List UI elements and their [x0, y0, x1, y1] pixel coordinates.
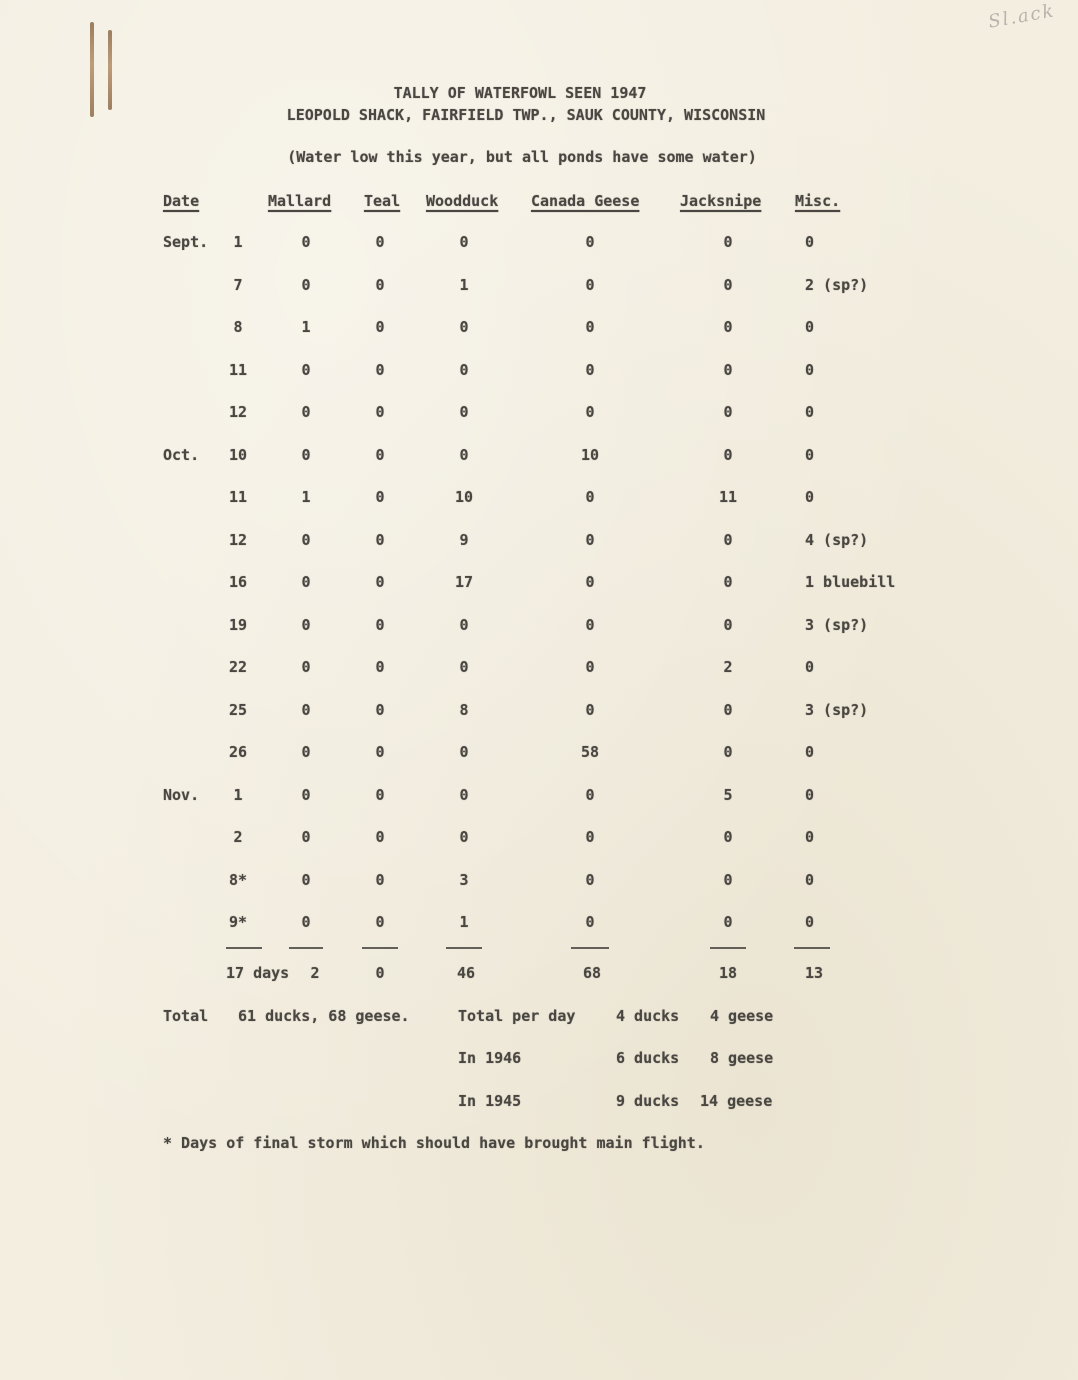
totals-teal: 0: [375, 964, 385, 982]
cell-mallard: 0: [301, 233, 311, 251]
subtitle-note: (Water low this year, but all ponds have some water): [287, 148, 757, 166]
cell-jacksnipe: 0: [723, 828, 733, 846]
row-day: 11: [228, 488, 248, 506]
row-day: 1: [233, 233, 243, 251]
cell-woodduck: 0: [459, 616, 469, 634]
cell-teal: 0: [375, 361, 385, 379]
cell-canada-geese: 0: [585, 828, 595, 846]
cell-canada-geese: 0: [585, 531, 595, 549]
per-day-label: Total per day: [458, 1007, 576, 1025]
cell-canada-geese: 0: [585, 233, 595, 251]
totals-mallard: 2: [310, 964, 320, 982]
cell-jacksnipe: 11: [718, 488, 738, 506]
cell-misc: 0: [805, 828, 815, 846]
year-1946-ducks: 6 ducks: [616, 1049, 680, 1067]
cell-mallard: 0: [301, 403, 311, 421]
total-label: Total: [163, 1007, 209, 1025]
row-day: 25: [228, 701, 248, 719]
cell-canada-geese: 0: [585, 488, 595, 506]
cell-misc: 0: [805, 488, 815, 506]
header-canada-geese: Canada Geese: [531, 192, 640, 210]
cell-woodduck: 0: [459, 828, 469, 846]
cell-woodduck: 0: [459, 743, 469, 761]
cell-teal: 0: [375, 871, 385, 889]
cell-mallard: 1: [301, 318, 311, 336]
cell-misc: 0: [805, 318, 815, 336]
row-day: 2: [233, 828, 243, 846]
cell-teal: 0: [375, 913, 385, 931]
cell-mallard: 0: [301, 531, 311, 549]
cell-jacksnipe: 0: [723, 276, 733, 294]
totals-days: 17 days: [226, 964, 290, 982]
cell-woodduck: 0: [459, 233, 469, 251]
header-misc: Misc.: [795, 192, 841, 210]
cell-misc: 0: [805, 658, 815, 676]
row-day: 16: [228, 573, 248, 591]
cell-canada-geese: 0: [585, 871, 595, 889]
cell-jacksnipe: 0: [723, 403, 733, 421]
cell-canada-geese: 0: [585, 318, 595, 336]
cell-woodduck: 1: [459, 276, 469, 294]
cell-canada-geese: 0: [585, 913, 595, 931]
per-day-ducks: 4 ducks: [616, 1007, 680, 1025]
cell-teal: 0: [375, 276, 385, 294]
cell-woodduck: 3: [459, 871, 469, 889]
header-teal: Teal: [364, 192, 401, 210]
corner-pencil-note: Sl.ack: [987, 0, 1058, 33]
cell-woodduck: 1: [459, 913, 469, 931]
cell-misc: 0: [805, 786, 815, 804]
cell-jacksnipe: 0: [723, 913, 733, 931]
row-day: 19: [228, 616, 248, 634]
total-rule: [362, 947, 398, 949]
row-day: 7: [233, 276, 243, 294]
cell-teal: 0: [375, 488, 385, 506]
cell-canada-geese: 58: [580, 743, 600, 761]
cell-jacksnipe: 0: [723, 446, 733, 464]
total-rule: [446, 947, 482, 949]
cell-mallard: 0: [301, 573, 311, 591]
cell-mallard: 0: [301, 786, 311, 804]
cell-mallard: 0: [301, 871, 311, 889]
header-date: Date: [163, 192, 200, 210]
cell-canada-geese: 0: [585, 616, 595, 634]
totals-canada-geese: 68: [582, 964, 602, 982]
cell-misc: 2 (sp?): [805, 276, 869, 294]
year-1945-label: In 1945: [458, 1092, 522, 1110]
cell-woodduck: 0: [459, 446, 469, 464]
cell-mallard: 0: [301, 446, 311, 464]
total-rule: [571, 947, 609, 949]
totals-woodduck: 46: [456, 964, 476, 982]
row-day: 8: [233, 318, 243, 336]
cell-mallard: 0: [301, 743, 311, 761]
cell-misc: 0: [805, 361, 815, 379]
cell-jacksnipe: 0: [723, 701, 733, 719]
row-day: 1: [233, 786, 243, 804]
cell-misc: 3 (sp?): [805, 701, 869, 719]
row-month: Oct.: [163, 446, 200, 464]
cell-mallard: 0: [301, 913, 311, 931]
cell-woodduck: 17: [454, 573, 474, 591]
cell-woodduck: 10: [454, 488, 474, 506]
header-jacksnipe: Jacksnipe: [680, 192, 762, 210]
row-day: 8*: [228, 871, 248, 889]
cell-misc: 0: [805, 871, 815, 889]
cell-jacksnipe: 0: [723, 233, 733, 251]
cell-canada-geese: 0: [585, 403, 595, 421]
cell-jacksnipe: 0: [723, 573, 733, 591]
cell-woodduck: 8: [459, 701, 469, 719]
cell-teal: 0: [375, 531, 385, 549]
cell-mallard: 1: [301, 488, 311, 506]
row-day: 22: [228, 658, 248, 676]
cell-canada-geese: 0: [585, 786, 595, 804]
cell-jacksnipe: 0: [723, 616, 733, 634]
cell-misc: 4 (sp?): [805, 531, 869, 549]
totals-jacksnipe: 18: [718, 964, 738, 982]
cell-jacksnipe: 0: [723, 743, 733, 761]
cell-jacksnipe: 5: [723, 786, 733, 804]
cell-jacksnipe: 0: [723, 318, 733, 336]
cell-mallard: 0: [301, 658, 311, 676]
cell-teal: 0: [375, 828, 385, 846]
cell-woodduck: 0: [459, 786, 469, 804]
total-rule: [289, 947, 323, 949]
row-day: 26: [228, 743, 248, 761]
cell-woodduck: 0: [459, 658, 469, 676]
cell-misc: 1 bluebill: [805, 573, 896, 591]
cell-canada-geese: 0: [585, 361, 595, 379]
title-line-2: LEOPOLD SHACK, FAIRFIELD TWP., SAUK COUNTY, WISCONSIN: [286, 106, 766, 124]
cell-canada-geese: 0: [585, 276, 595, 294]
cell-jacksnipe: 0: [723, 361, 733, 379]
cell-misc: 3 (sp?): [805, 616, 869, 634]
year-1946-geese: 8 geese: [710, 1049, 774, 1067]
cell-misc: 0: [805, 403, 815, 421]
footnote: * Days of final storm which should have brought main flight.: [163, 1134, 705, 1152]
cell-teal: 0: [375, 446, 385, 464]
cell-misc: 0: [805, 233, 815, 251]
total-rule: [226, 947, 262, 949]
cell-jacksnipe: 0: [723, 871, 733, 889]
cell-mallard: 0: [301, 701, 311, 719]
cell-teal: 0: [375, 616, 385, 634]
total-rule: [794, 947, 830, 949]
cell-woodduck: 9: [459, 531, 469, 549]
cell-mallard: 0: [301, 276, 311, 294]
total-rule: [710, 947, 746, 949]
cell-canada-geese: 0: [585, 701, 595, 719]
cell-misc: 0: [805, 913, 815, 931]
staple-mark-right: [108, 30, 112, 110]
row-month: Sept.: [163, 233, 209, 251]
year-1946-label: In 1946: [458, 1049, 522, 1067]
cell-misc: 0: [805, 743, 815, 761]
header-woodduck: Woodduck: [426, 192, 499, 210]
cell-teal: 0: [375, 658, 385, 676]
cell-mallard: 0: [301, 361, 311, 379]
row-day: 10: [228, 446, 248, 464]
header-mallard: Mallard: [268, 192, 332, 210]
cell-canada-geese: 10: [580, 446, 600, 464]
cell-mallard: 0: [301, 616, 311, 634]
totals-misc: 13: [805, 964, 824, 982]
cell-teal: 0: [375, 786, 385, 804]
cell-jacksnipe: 0: [723, 531, 733, 549]
cell-teal: 0: [375, 743, 385, 761]
cell-teal: 0: [375, 573, 385, 591]
total-text: 61 ducks, 68 geese.: [238, 1007, 410, 1025]
staple-mark-left: [90, 22, 94, 117]
cell-woodduck: 0: [459, 318, 469, 336]
row-day: 11: [228, 361, 248, 379]
cell-teal: 0: [375, 403, 385, 421]
cell-misc: 0: [805, 446, 815, 464]
title-line-1: TALLY OF WATERFOWL SEEN 1947: [393, 84, 647, 102]
row-month: Nov.: [163, 786, 200, 804]
row-day: 9*: [228, 913, 248, 931]
row-day: 12: [228, 531, 248, 549]
cell-mallard: 0: [301, 828, 311, 846]
per-day-geese: 4 geese: [710, 1007, 774, 1025]
cell-canada-geese: 0: [585, 658, 595, 676]
cell-woodduck: 0: [459, 361, 469, 379]
cell-teal: 0: [375, 318, 385, 336]
year-1945-geese: 14 geese: [700, 1092, 773, 1110]
cell-woodduck: 0: [459, 403, 469, 421]
cell-teal: 0: [375, 233, 385, 251]
cell-jacksnipe: 2: [723, 658, 733, 676]
cell-canada-geese: 0: [585, 573, 595, 591]
row-day: 12: [228, 403, 248, 421]
year-1945-ducks: 9 ducks: [616, 1092, 680, 1110]
cell-teal: 0: [375, 701, 385, 719]
